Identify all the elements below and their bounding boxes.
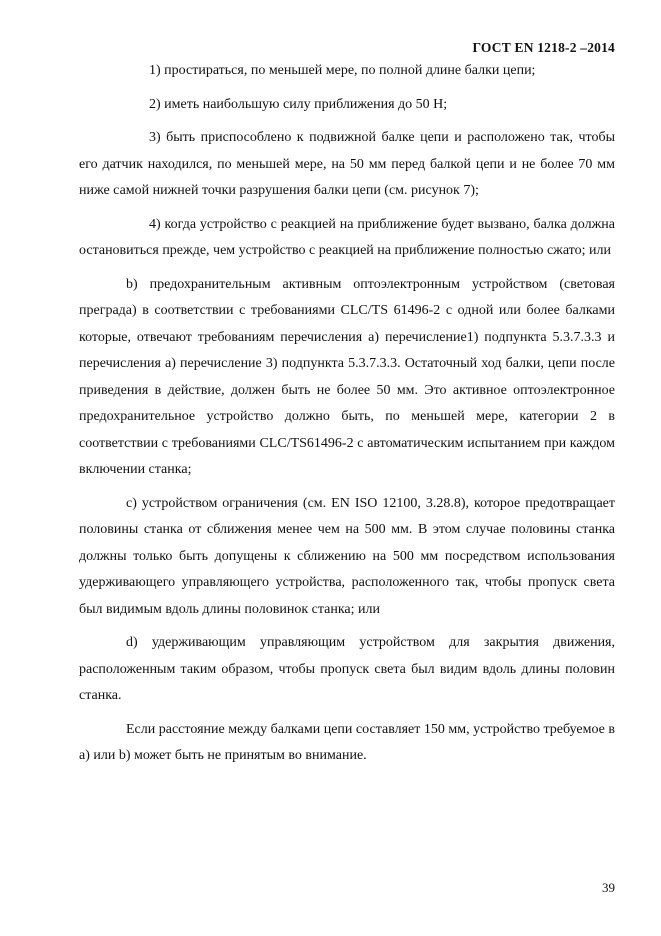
paragraph-option-d: d) удерживающим управляющим устройством для закрытия движения, расположенным таким образом, чтобы пропуск света был видим вдоль длины половин станка. (79, 635, 615, 703)
paragraph-item-3: 3) быть приспособлено к подвижной балке цепи и расположено так, чтобы его датчик находился, по меньшей мере, на 50 мм перед балкой цепи и не более 70 мм ниже самой нижней точки разрушения балки цепи (см. рисунок 7); (79, 130, 615, 198)
paragraph-option-b: b) предохранительным активным оптоэлектронным устройством (световая преграда) в соответствии с требованиями CLC/TS 61496-2 с одной или более балками которые, отвечают требованиям перечисления а) перечисление1) подпункта 5.3.7.3.3 и перечисления а) перечисление 3) подпункта 5.3.7.3.3. Остаточный ход балки, цепи после приведения в действие, должен быть не более 50 мм. Это активное оптоэлектронное предохранительное устройство должно быть, по меньшей мере, категории 2 в соответствии с требованиями CLC/TS61496-2 с автоматическим испытанием при каждом включении станка; (79, 276, 615, 477)
document-body (79, 58, 615, 770)
paragraph-item-2: 2) иметь наибольшую силу приближения до 50 Н; (149, 96, 448, 112)
page-number: 39 (602, 880, 615, 895)
paragraph-item-4: 4) когда устройство с реакцией на приближение будет вызвано, балка должна остановиться прежде, чем устройство с реакцией на приближение полностью сжато; или (79, 216, 615, 258)
standard-code-header: ГОСТ EN 1218-2 –2014 (472, 40, 615, 55)
paragraph-item-1: 1) простираться, по меньшей мере, по полной длине балки цепи; (149, 63, 536, 78)
paragraph-note: Если расстояние между балками цепи составляет 150 мм, устройство требуемое в а) или b) может быть не принятым во внимание. (79, 721, 615, 763)
paragraph-option-c: c) устройством ограничения (см. EN ISO 12100, 3.28.8), которое предотвращает половины станка от сближения менее чем на 500 мм. В этом случае половины станка должны только быть допущены к сближению на 500 мм посредством использования удерживающего управляющего устройства, расположенного так, чтобы пропуск света был видимым вдоль длины половинок станка; или (79, 495, 615, 617)
